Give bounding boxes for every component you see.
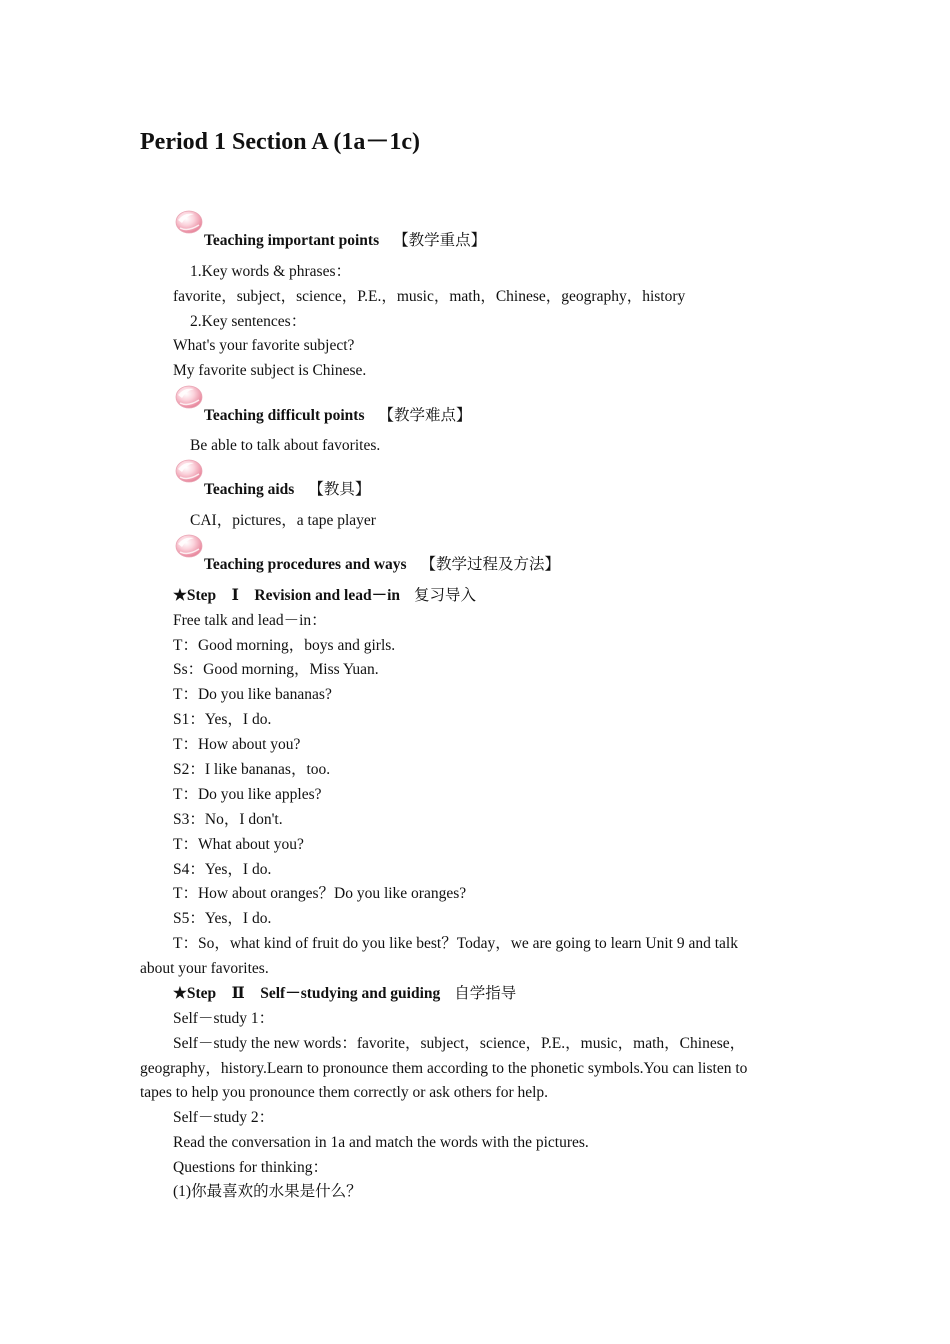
section-heading-aids	[204, 480, 370, 500]
flower-bullet-icon	[172, 381, 204, 413]
dialogue-line: T：What about you?	[173, 836, 304, 853]
step-title-text: ★Step Ⅰ Revision and lead－in	[173, 587, 400, 604]
section-heading-important	[204, 231, 486, 251]
heading-text-cn: 【教具】	[308, 481, 371, 498]
heading-text-cn: 【教学难点】	[378, 407, 472, 424]
step-1-intro: Free talk and lead－in：	[173, 612, 327, 629]
flower-bullet-icon	[172, 530, 204, 562]
dialogue-line: T：Do you like apples?	[173, 786, 322, 803]
dialogue-line: S2：I like bananas，too.	[173, 761, 331, 778]
dialogue-line: S3：No，I don't.	[173, 811, 283, 828]
dialogue-line: S5：Yes，I do.	[173, 910, 272, 927]
dialogue-line: T：How about oranges？Do you like oranges?	[173, 885, 467, 902]
step-title-cn: 自学指导	[454, 985, 517, 1002]
key-words-list: favorite，subject，science，P.E.，music，math，Chinese，geography，history	[173, 288, 686, 305]
dialogue-line: T：Good morning，boys and girls.	[173, 637, 396, 654]
key-words-label: 1.Key words & phrases：	[190, 263, 352, 280]
dialogue-line: S1：Yes，I do.	[173, 711, 272, 728]
self-study-1-text: tapes to help you pronounce them correctly or ask others for help.	[140, 1084, 549, 1101]
questions-label: Questions for thinking：	[173, 1159, 328, 1176]
flower-bullet-icon	[172, 206, 204, 238]
step-title-cn: 复习导入	[414, 587, 477, 604]
self-study-2-label: Self－study 2：	[173, 1109, 275, 1126]
teaching-aids-text: CAI，pictures，a tape player	[190, 512, 376, 529]
step-2-title	[173, 984, 516, 1004]
dialogue-closing-line: about your favorites.	[140, 960, 269, 977]
section-heading-difficult	[204, 406, 472, 426]
heading-text: Teaching important points	[204, 232, 380, 249]
difficult-points-text: Be able to talk about favorites.	[190, 437, 381, 454]
self-study-1-text: geography，history.Learn to pronounce them according to the phonetic symbols.You can listen to	[140, 1060, 748, 1077]
dialogue-closing-line: T：So，what kind of fruit do you like best？Today，we are going to learn Unit 9 and talk	[173, 935, 738, 952]
dialogue-line: T：How about you?	[173, 736, 301, 753]
heading-text: Teaching procedures and ways	[204, 556, 407, 573]
heading-text: Teaching aids	[204, 481, 295, 498]
dialogue-line: Ss：Good morning，Miss Yuan.	[173, 661, 379, 678]
dialogue-line: T：Do you like bananas?	[173, 686, 332, 703]
dialogue-line: S4：Yes，I do.	[173, 861, 272, 878]
step-title-text: ★Step Ⅱ Self－studying and guiding	[173, 985, 441, 1002]
heading-text-cn: 【教学过程及方法】	[420, 556, 561, 573]
self-study-1-text: Self－study the new words：favorite，subject，science，P.E.，music，math，Chinese，	[173, 1035, 746, 1052]
key-sentence: What's your favorite subject?	[173, 337, 355, 354]
heading-text-cn: 【教学重点】	[393, 232, 487, 249]
heading-text: Teaching difficult points	[204, 407, 365, 424]
key-sentences-label: 2.Key sentences：	[190, 313, 307, 330]
flower-bullet-icon	[172, 455, 204, 487]
section-heading-procedures	[204, 555, 560, 575]
self-study-2-text: Read the conversation in 1a and match the words with the pictures.	[173, 1134, 589, 1151]
question-item: (1)你最喜欢的水果是什么？	[173, 1183, 362, 1200]
step-1-title	[173, 586, 476, 606]
key-sentence: My favorite subject is Chinese.	[173, 362, 367, 379]
self-study-1-label: Self－study 1：	[173, 1010, 275, 1027]
page-title: Period 1 Section A (1a－1c)	[140, 129, 420, 155]
